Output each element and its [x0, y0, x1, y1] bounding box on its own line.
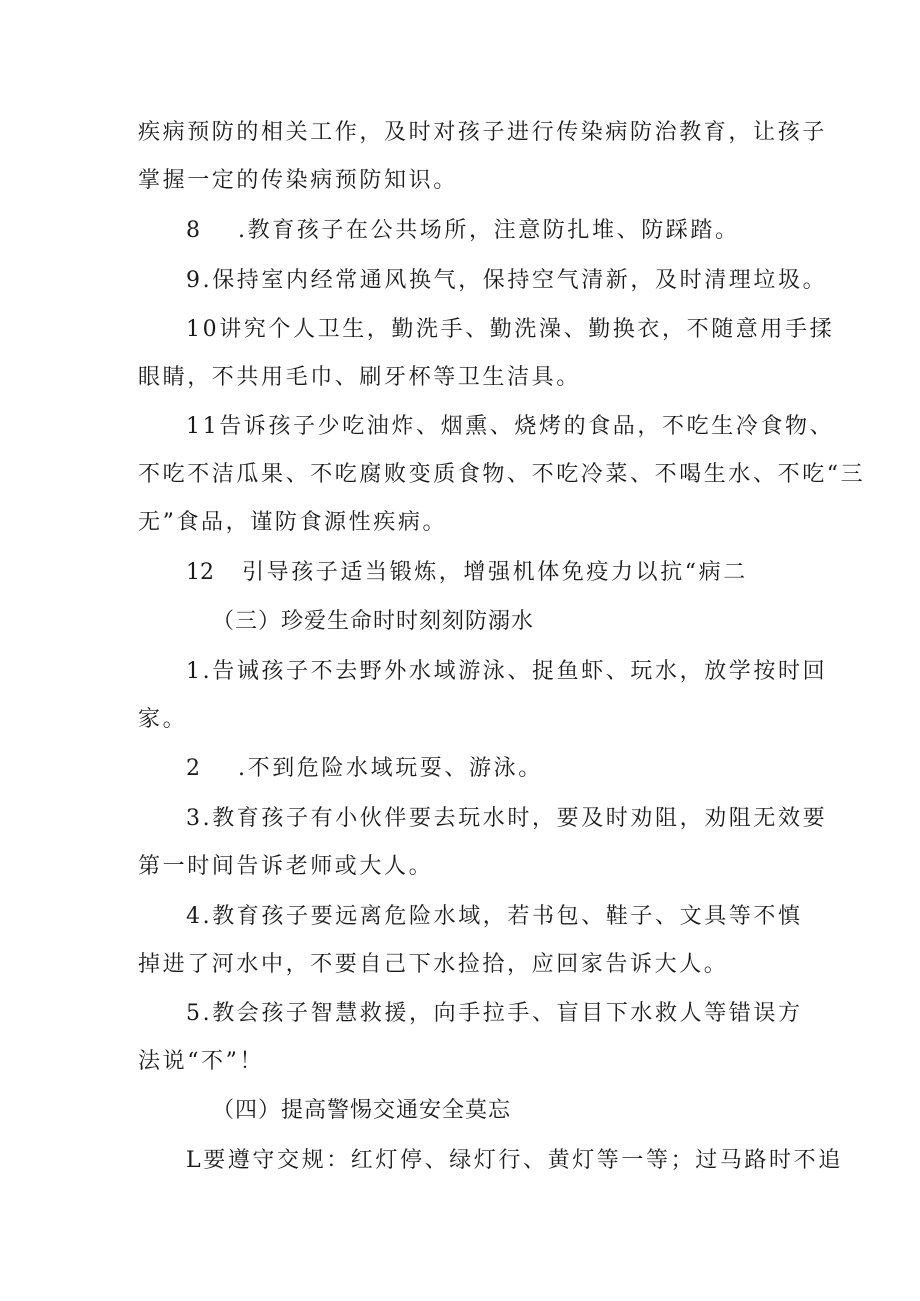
- section-heading-3: （三）珍爱生命时时刻刻防溺水: [212, 609, 535, 634]
- list-item-8: [186, 216, 740, 246]
- section-heading-4: （四）提高警惕交通安全莫忘: [212, 1098, 512, 1123]
- paragraph-line: 第一时间告诉老师或大人。: [138, 854, 434, 879]
- list-item-text: 引导孩子适当锻炼，增强机体免疫力以抗“病二: [242, 560, 748, 585]
- paragraph-line: 掌握一定的传染病预防知识。: [138, 168, 458, 193]
- list-item-9: 9.保持室内经常通风换气，保持空气清新，及时清理垃圾。: [186, 268, 828, 293]
- paragraph-line: 眼睛，不共用毛巾、刷牙杯等卫生洁具。: [138, 365, 581, 390]
- list-item-2: [186, 754, 543, 784]
- list-item-text: .不到危险水域玩耍、游泳。: [238, 756, 543, 781]
- paragraph-line: 疾病预防的相关工作，及时对孩子进行传染病防治教育，让孩子: [138, 120, 827, 145]
- list-item-1: 1.告诫孩子不去野外水域游泳、捉鱼虾、玩水，放学按时回: [186, 659, 828, 684]
- list-number: 2: [186, 756, 200, 781]
- list-item-10: 10讲究个人卫生，勤洗手、勤洗澡、勤换衣，不随意用手揉: [186, 317, 835, 342]
- paragraph-line: 无”食品，谨防食源性疾病。: [138, 510, 448, 535]
- list-number: 12: [186, 560, 214, 585]
- paragraph-line: 掉进了河水中，不要自己下水捡拾，应回家告诉大人。: [138, 952, 729, 977]
- paragraph-line: 法说“不”！: [138, 1049, 265, 1074]
- list-number: 8: [186, 218, 200, 243]
- paragraph-line: 家。: [138, 707, 188, 732]
- list-item-11: 11告诉孩子少吃油炸、烟熏、烧烤的食品，不吃生冷食物、: [186, 414, 835, 439]
- list-item-3: 3.教育孩子有小伙伴要去玩水时，要及时劝阻，劝阻无效要: [186, 806, 828, 831]
- list-item-L: L要遵守交规：红灯停、绿灯行、黄灯等一等；过马路时不追: [186, 1148, 843, 1173]
- list-item-text: .教育孩子在公共场所，注意防扎堆、防踩踏。: [238, 218, 740, 243]
- list-item-4: 4.教育孩子要远离危险水域，若书包、鞋子、文具等不慎: [186, 904, 803, 929]
- paragraph-line: 不吃不洁瓜果、不吃腐败变质食物、不吃冷菜、不喝生水、不吃“三: [138, 462, 866, 487]
- list-item-5: 5.教会孩子智慧救援，向手拉手、盲目下水救人等错误方: [186, 1001, 803, 1026]
- list-item-12: [186, 558, 748, 588]
